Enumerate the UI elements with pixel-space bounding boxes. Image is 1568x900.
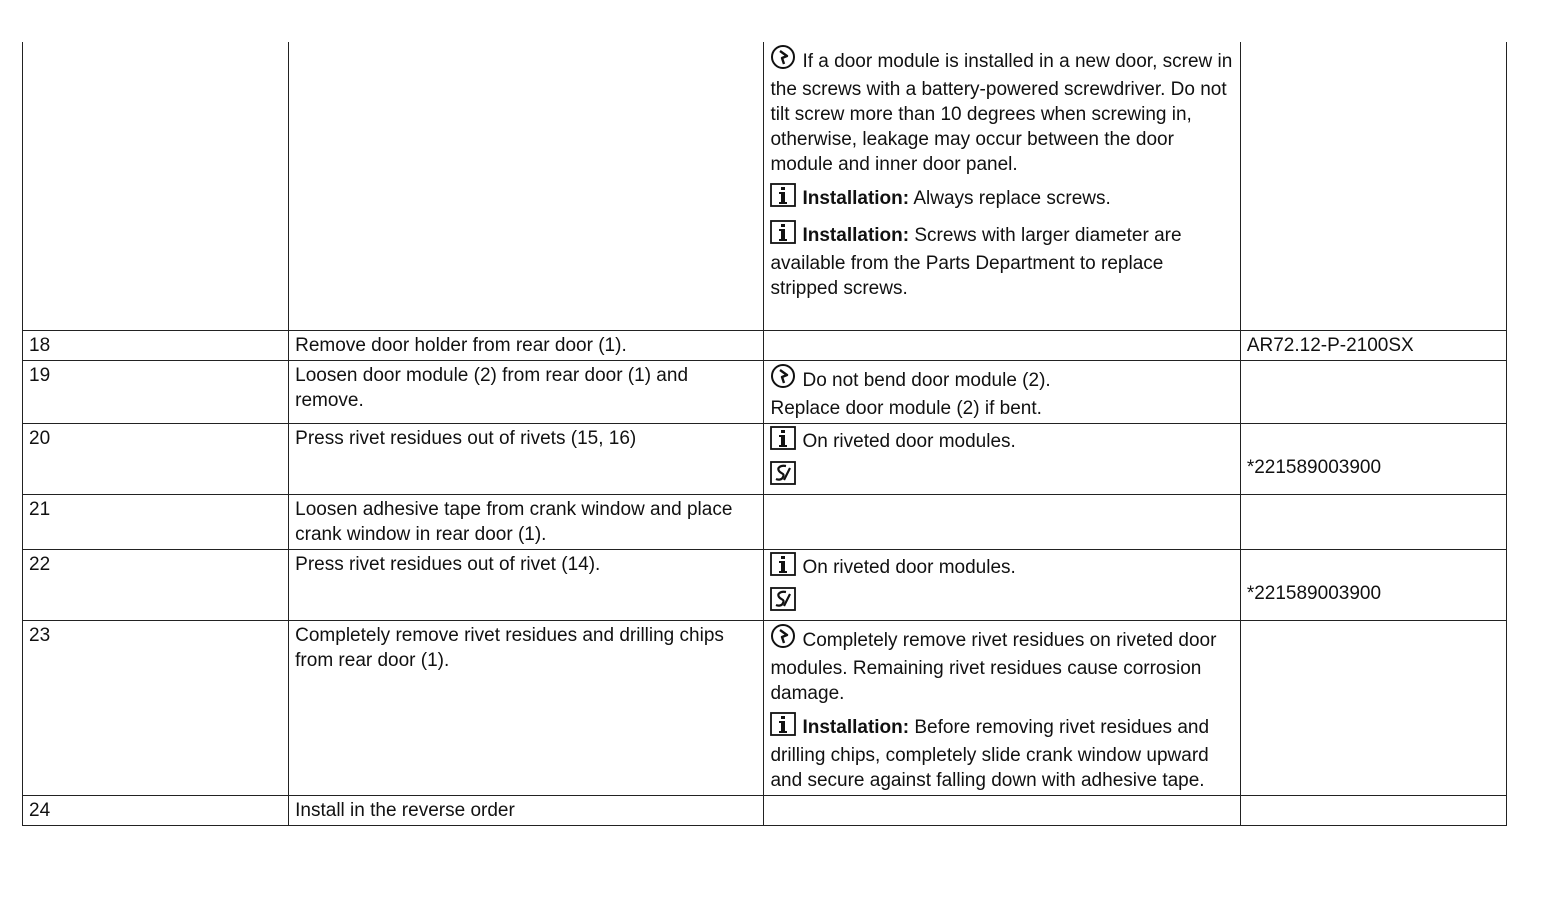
tool-line xyxy=(770,461,1233,492)
step-cell xyxy=(23,42,289,330)
note-label: Installation: xyxy=(802,716,910,738)
tool-line xyxy=(770,587,1233,618)
info-icon xyxy=(770,712,796,743)
note-text: Before removing rivet residues and drilling chips, completely slide crank window upward and secure against falling down with adhesive tape. xyxy=(770,716,1210,791)
notes-cell xyxy=(764,360,1240,423)
info-note xyxy=(770,712,1233,793)
ref-cell xyxy=(1240,423,1506,494)
table-row xyxy=(23,494,1507,549)
action-text: Loosen door module (2) from rear door (1) and remove. xyxy=(289,360,764,423)
notes-cell xyxy=(764,494,1240,549)
info-note xyxy=(770,220,1233,301)
tool-number[interactable]: *221589003900 xyxy=(1246,456,1382,478)
note-label: Installation: xyxy=(802,225,910,246)
notes-cell xyxy=(764,42,1240,330)
ref-cell xyxy=(1240,549,1506,620)
notes-cell xyxy=(764,549,1240,620)
note-text: Always replace screws. xyxy=(913,188,1111,209)
notes-cell xyxy=(764,620,1240,795)
note-label: Installation: xyxy=(802,188,910,209)
step-number: 19 xyxy=(23,360,289,423)
action-text: Press rivet residues out of rivets (15, 16) xyxy=(289,423,764,494)
ref-cell xyxy=(1240,42,1506,330)
caution-icon xyxy=(770,623,796,656)
step-number: 20 xyxy=(23,423,289,494)
caution-icon xyxy=(770,44,796,77)
info-icon xyxy=(770,183,796,214)
caution-note xyxy=(770,363,1233,421)
info-note xyxy=(770,183,1233,214)
info-note xyxy=(770,552,1233,583)
step-number: 21 xyxy=(23,494,289,549)
note-text: On riveted door modules. xyxy=(802,556,1016,578)
info-icon xyxy=(770,552,796,583)
reference-link[interactable]: AR72.12-P-2100SX xyxy=(1240,330,1506,360)
special-tool-icon[interactable] xyxy=(770,461,796,492)
table-row xyxy=(23,42,1507,330)
note-text: Do not bend door module (2). xyxy=(802,369,1051,391)
notes-cell xyxy=(764,330,1240,360)
caution-icon xyxy=(770,363,796,396)
info-note xyxy=(770,426,1233,457)
ref-cell xyxy=(1240,494,1506,549)
note-text: Screws with larger diameter are available from the Parts Department to replace stripped screws. xyxy=(770,225,1182,299)
info-icon xyxy=(770,220,796,251)
notes-cell xyxy=(764,795,1240,825)
table-row xyxy=(23,795,1507,825)
caution-note xyxy=(770,623,1233,706)
info-icon xyxy=(770,426,796,457)
caution-note xyxy=(770,44,1233,177)
note-text-2: Replace door module (2) if bent. xyxy=(770,397,1042,419)
step-number: 22 xyxy=(23,549,289,620)
tool-number[interactable]: *221589003900 xyxy=(1246,582,1382,604)
procedure-table xyxy=(22,42,1507,826)
note-text: On riveted door modules. xyxy=(802,430,1016,452)
action-text: Install in the reverse order xyxy=(289,795,764,825)
table-row xyxy=(23,620,1507,795)
ref-cell xyxy=(1240,795,1506,825)
table-row xyxy=(23,423,1507,494)
step-number: 18 xyxy=(23,330,289,360)
ref-cell xyxy=(1240,620,1506,795)
action-text: Remove door holder from rear door (1). xyxy=(289,330,764,360)
ref-cell xyxy=(1240,360,1506,423)
table-row xyxy=(23,330,1507,360)
table-row xyxy=(23,360,1507,423)
action-cell xyxy=(289,42,764,330)
step-number: 23 xyxy=(23,620,289,795)
action-text: Completely remove rivet residues and drilling chips from rear door (1). xyxy=(289,620,764,795)
action-text: Press rivet residues out of rivet (14). xyxy=(289,549,764,620)
special-tool-icon[interactable] xyxy=(770,587,796,618)
table-row xyxy=(23,549,1507,620)
step-number: 24 xyxy=(23,795,289,825)
note-text: If a door module is installed in a new door, screw in the screws with a battery-powered screwdriver. Do not tilt screw more than 10 degrees when screwing in, otherwise, leakage may occur between the door module and inner door panel. xyxy=(770,51,1233,175)
action-text: Loosen adhesive tape from crank window and place crank window in rear door (1). xyxy=(289,494,764,549)
note-text: Completely remove rivet residues on riveted door modules. Remaining rivet residues cause corrosion damage. xyxy=(770,629,1217,704)
notes-cell xyxy=(764,423,1240,494)
